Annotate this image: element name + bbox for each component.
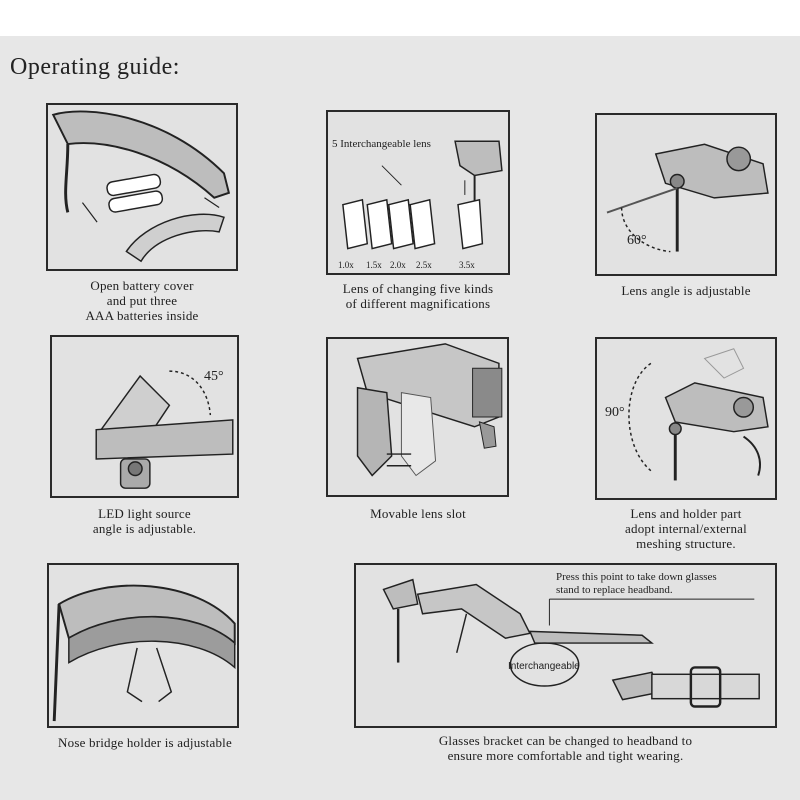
- nose-bridge-drawing: [49, 565, 237, 726]
- lens-drawing: [328, 112, 508, 273]
- lens-slot-drawing: [328, 339, 507, 495]
- led-angle-illustration: [50, 335, 239, 498]
- headband-caption: Glasses bracket can be changed to headband to ensure more comfortable and tight wearing.: [438, 733, 693, 763]
- lens-slot-caption: Movable lens slot: [370, 506, 466, 521]
- nose-bridge-illustration: [47, 563, 239, 728]
- battery-drawing: [48, 105, 236, 269]
- meshing-caption: Lens and holder part adopt internal/external meshing structure.: [625, 506, 747, 551]
- angle-label-45: 45°: [204, 369, 224, 384]
- mag-label: 1.5x: [366, 260, 382, 270]
- mag-label: 1.0x: [338, 260, 354, 270]
- battery-illustration: [46, 103, 238, 271]
- lens-slot-illustration: [326, 337, 509, 497]
- lens-inline-label: 5 Interchangeable lens: [332, 138, 431, 150]
- mag-label: 2.5x: [416, 260, 432, 270]
- page-title: Operating guide:: [10, 54, 180, 80]
- nose-bridge-caption: Nose bridge holder is adjustable: [58, 735, 232, 750]
- mag-label: 2.0x: [390, 260, 406, 270]
- battery-caption: Open battery cover and put three AAA batteries inside: [85, 278, 199, 323]
- mag-label: 3.5x: [459, 260, 475, 270]
- headband-illustration: [354, 563, 777, 728]
- lens-change-illustration: [326, 110, 510, 275]
- lens-angle-illustration: [595, 113, 777, 276]
- interchangeable-label: Interchangeable: [508, 661, 580, 672]
- press-note: Press this point to take down glasses stand to replace headband.: [556, 571, 717, 596]
- led-drawing: [52, 337, 237, 496]
- angle-label-60: 60°: [627, 233, 647, 248]
- lens-angle-caption: Lens angle is adjustable: [621, 283, 751, 298]
- angle-label-90: 90°: [605, 405, 625, 420]
- led-angle-caption: LED light source angle is adjustable.: [92, 506, 197, 536]
- lens-change-caption: Lens of changing five kinds of different magnifications: [342, 281, 494, 311]
- lens-angle-drawing: [597, 115, 775, 274]
- meshing-illustration: [595, 337, 777, 500]
